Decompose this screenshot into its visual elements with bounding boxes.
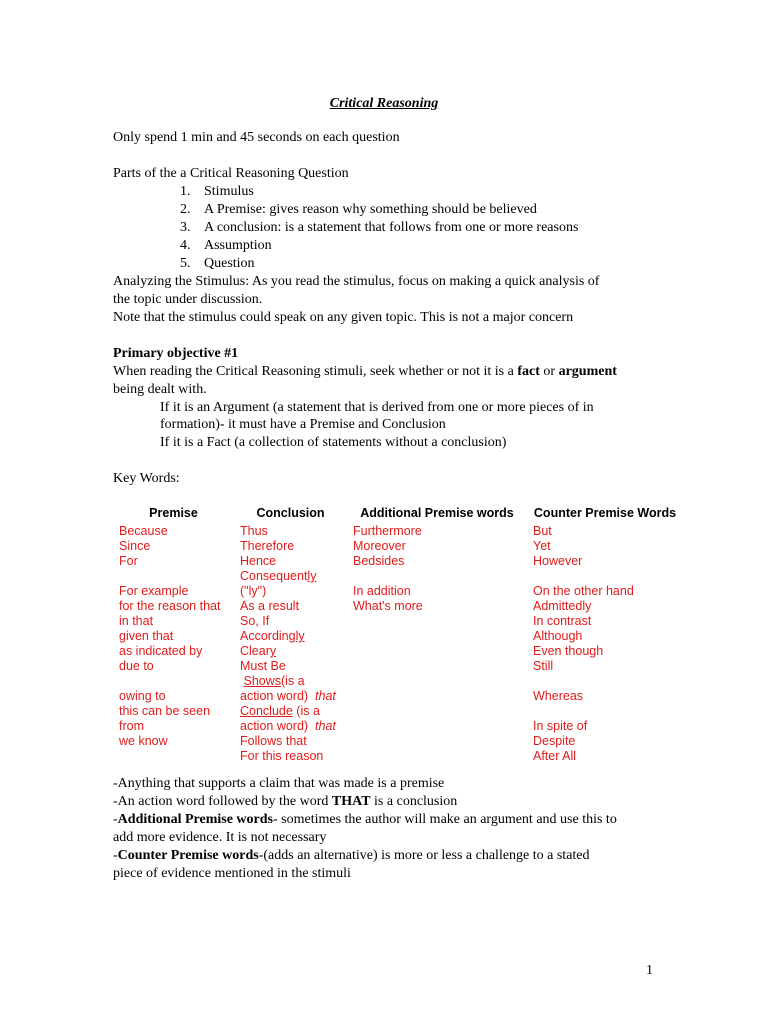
table-cell: Whereas (533, 689, 584, 703)
key-words-table (113, 504, 683, 764)
table-row (113, 584, 683, 599)
table-cell (347, 659, 527, 674)
table-cell (347, 734, 527, 749)
list-item: 5. Question (180, 256, 255, 271)
table-cell: action word) that (240, 689, 336, 703)
column-header: Conclusion (256, 506, 325, 520)
table-cell (527, 704, 683, 719)
table-cell: But (533, 524, 552, 538)
table-cell: Since (119, 539, 151, 553)
additional-premise-note-2: add more evidence. It is not necessary (113, 830, 327, 845)
table-cell: Because (119, 524, 168, 538)
table-cell: Cleary (240, 644, 277, 658)
table-cell: Bedsides (353, 554, 405, 568)
table-cell: Shows(is a (243, 674, 305, 688)
table-cell: Despite (533, 734, 576, 748)
table-cell: After All (533, 749, 577, 763)
fact-text: If it is a Fact (a collection of statements without a conclusion) (160, 435, 507, 450)
note-text: Note that the stimulus could speak on any given topic. This is not a major concern (113, 310, 574, 325)
table-row (113, 629, 683, 644)
table-cell: For this reason (240, 749, 324, 763)
table-cell (347, 704, 527, 719)
intro-text: Only spend 1 min and 45 seconds on each question (113, 130, 400, 145)
table-row (113, 659, 683, 674)
table-cell (113, 749, 234, 764)
table-cell (113, 674, 234, 689)
table-cell: In addition (353, 584, 411, 598)
table-cell: Accordingly (240, 629, 305, 643)
key-words-label: Key Words: (113, 471, 180, 486)
table-cell: as indicated by (119, 644, 203, 658)
table-cell: For example (119, 584, 189, 598)
table-cell: Although (533, 629, 583, 643)
argument-text-1: If it is an Argument (a statement that is derived from one or more pieces of in (160, 400, 594, 415)
page-title: Critical Reasoning (329, 96, 439, 111)
table-cell: Still (533, 659, 554, 673)
table-cell (347, 644, 527, 659)
table-cell (527, 569, 683, 584)
table-cell: Follows that (240, 734, 307, 748)
table-cell: Therefore (240, 539, 295, 553)
objective-text-2: being dealt with. (113, 382, 207, 397)
table-cell: So, If (240, 614, 270, 628)
table-cell (347, 689, 527, 704)
objective-heading: Primary objective #1 (113, 346, 239, 361)
table-header-row (113, 504, 683, 524)
argument-text-2: formation)- it must have a Premise and Conclusion (160, 417, 446, 432)
table-row (113, 719, 683, 734)
table-row (113, 554, 683, 569)
counter-premise-note: -Counter Premise words-(adds an alternative) is more or less a challenge to a stated (113, 848, 590, 863)
table-cell (527, 674, 683, 689)
table-cell: Yet (533, 539, 551, 553)
table-row (113, 689, 683, 704)
list-item: 3. A conclusion: is a statement that follows from one or more reasons (180, 220, 579, 235)
conclusion-note: -An action word followed by the word THAT is a conclusion (113, 794, 458, 809)
table-cell: action word) that (240, 719, 336, 733)
table-cell: What's more (353, 599, 423, 613)
table-cell: For (119, 554, 138, 568)
analyzing-text-1: Analyzing the Stimulus: As you read the stimulus, focus on making a quick analysis of (113, 274, 600, 289)
list-item: 2. A Premise: gives reason why something should be believed (180, 202, 537, 217)
parts-heading: Parts of the a Critical Reasoning Question (113, 166, 349, 181)
table-row (113, 614, 683, 629)
table-cell: Furthermore (353, 524, 422, 538)
table-cell (347, 629, 527, 644)
table-cell: this can be seen (119, 704, 211, 718)
counter-premise-note-2: piece of evidence mentioned in the stimuli (113, 866, 351, 881)
list-item: 4. Assumption (180, 238, 272, 253)
table-cell: In contrast (533, 614, 592, 628)
table-cell (347, 719, 527, 734)
table-cell: due to (119, 659, 154, 673)
table-cell (113, 569, 234, 584)
page-number: 1 (646, 963, 653, 978)
table-cell: Thus (240, 524, 268, 538)
table-cell: Conclude (is a (240, 704, 320, 718)
objective-text-1: When reading the Critical Reasoning stimuli, seek whether or not it is a fact or argument (113, 364, 617, 379)
table-cell: given that (119, 629, 174, 643)
table-row (113, 569, 683, 584)
table-cell (347, 674, 527, 689)
table-cell: Moreover (353, 539, 406, 553)
table-row (113, 749, 683, 764)
table-row (113, 539, 683, 554)
table-row (113, 599, 683, 614)
table-row (113, 734, 683, 749)
table-cell: ("ly") (240, 584, 267, 598)
premise-note: -Anything that supports a claim that was made is a premise (113, 776, 445, 791)
analyzing-text-2: the topic under discussion. (113, 292, 263, 307)
table-cell: we know (119, 734, 168, 748)
table-cell (347, 569, 527, 584)
column-header: Premise (149, 506, 198, 520)
table-cell: for the reason that (119, 599, 221, 613)
table-cell: On the other hand (533, 584, 634, 598)
column-header: Additional Premise words (360, 506, 514, 520)
table-row (113, 704, 683, 719)
table-row (113, 674, 683, 689)
table-cell (347, 614, 527, 629)
table-row (113, 524, 683, 539)
table-cell: Consequently (240, 569, 317, 583)
table-cell: Admittedly (533, 599, 592, 613)
table-cell: Hence (240, 554, 277, 568)
table-cell: However (533, 554, 583, 568)
table-cell: in that (119, 614, 154, 628)
table-cell: In spite of (533, 719, 588, 733)
column-header: Counter Premise Words (533, 506, 677, 520)
table-cell (347, 749, 527, 764)
additional-premise-note: -Additional Premise words- sometimes the author will make an argument and use this to (113, 812, 617, 827)
table-cell: from (119, 719, 144, 733)
list-item: 1. Stimulus (180, 184, 254, 199)
table-cell: Must Be (240, 659, 286, 673)
table-cell: As a result (240, 599, 300, 613)
table-row (113, 644, 683, 659)
table-cell: Even though (533, 644, 604, 658)
table-cell: owing to (119, 689, 166, 703)
